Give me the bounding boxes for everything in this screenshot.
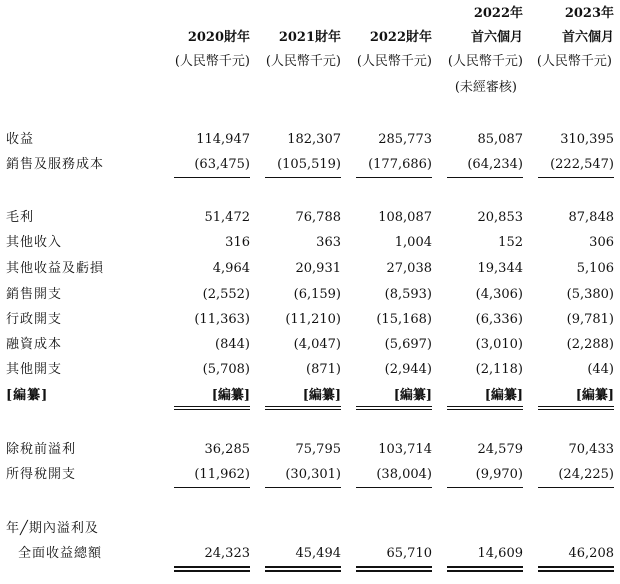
cell: [編纂] <box>484 388 523 403</box>
cell: [編纂] <box>211 388 250 403</box>
row-revenue <box>0 130 620 150</box>
cell: (844) <box>215 337 250 352</box>
cell: 65,710 <box>386 546 432 561</box>
cell: (5,708) <box>202 362 250 377</box>
subtotal-rule <box>447 487 523 488</box>
cell: (24,225) <box>558 467 614 482</box>
row-redacted <box>0 386 620 406</box>
row-label: 銷售開支 <box>6 287 63 302</box>
cell: (6,336) <box>475 312 523 327</box>
subtotal-rule <box>356 406 432 410</box>
cell: 45,494 <box>295 546 341 561</box>
row-label: 銷售及服務成本 <box>6 157 105 172</box>
cell: 5,106 <box>576 261 614 276</box>
header-period: 2021財年 <box>278 30 341 45</box>
cell: (2,118) <box>475 362 523 377</box>
cell: 182,307 <box>287 132 341 147</box>
cell: 20,931 <box>295 261 341 276</box>
cell: (15,168) <box>376 312 432 327</box>
row-income-tax <box>0 465 620 485</box>
cell: (64,234) <box>467 157 523 172</box>
cell: (63,475) <box>194 157 250 172</box>
cell: (44) <box>587 362 614 377</box>
header-period: 首六個月 <box>561 30 614 45</box>
cell: (105,519) <box>277 157 341 172</box>
row-other-expenses <box>0 360 620 380</box>
total-double-rule <box>265 566 341 572</box>
row-label: 其他收入 <box>6 235 63 250</box>
row-label: 年╱期內溢利及 <box>6 521 99 536</box>
cell: (5,380) <box>566 287 614 302</box>
row-label: 所得稅開支 <box>6 467 77 482</box>
subtotal-rule <box>174 177 250 178</box>
total-double-rule <box>174 566 250 572</box>
subtotal-rule <box>265 406 341 410</box>
subtotal-rule <box>265 177 341 178</box>
cell: (4,047) <box>293 337 341 352</box>
cell: (222,547) <box>550 157 614 172</box>
cell: 85,087 <box>477 132 523 147</box>
row-profit-before-tax <box>0 440 620 460</box>
cell: 24,323 <box>204 546 250 561</box>
row-label: 行政開支 <box>6 312 63 327</box>
cell: 316 <box>225 235 250 250</box>
cell: 20,853 <box>477 210 523 225</box>
cell: (9,970) <box>475 467 523 482</box>
row-label: 全面收益總額 <box>18 546 103 561</box>
cell: 14,609 <box>477 546 523 561</box>
subtotal-rule <box>447 406 523 410</box>
header-period: 2022財年 <box>369 30 432 45</box>
cell: 363 <box>316 235 341 250</box>
row-label: 融資成本 <box>6 337 63 352</box>
cell: 19,344 <box>477 261 523 276</box>
cell: (9,781) <box>566 312 614 327</box>
cell: 76,788 <box>295 210 341 225</box>
row-label: 除稅前溢利 <box>6 442 77 457</box>
row-gross-profit <box>0 208 620 228</box>
header-period: 2020財年 <box>187 30 250 45</box>
subtotal-rule <box>538 177 614 178</box>
row-other-income <box>0 233 620 253</box>
cell: 306 <box>589 235 614 250</box>
row-total-comprehensive-income <box>0 544 620 564</box>
cell: [編纂] <box>393 388 432 403</box>
cell: 27,038 <box>386 261 432 276</box>
cell: [編纂] <box>575 388 614 403</box>
row-cost-of-sales <box>0 155 620 175</box>
cell: 24,579 <box>477 442 523 457</box>
subtotal-rule <box>356 487 432 488</box>
header-year: 2023年 <box>564 6 614 21</box>
header-unit: (人民幣千元) <box>536 54 612 69</box>
cell: (30,301) <box>285 467 341 482</box>
subtotal-rule <box>174 406 250 410</box>
cell: (11,962) <box>194 467 250 482</box>
cell: (2,288) <box>566 337 614 352</box>
header-unaudited-note: (未經審核) <box>454 80 517 95</box>
cell: 310,395 <box>560 132 614 147</box>
cell: 108,087 <box>378 210 432 225</box>
total-double-rule <box>447 566 523 572</box>
row-label: 其他收益及虧損 <box>6 261 105 276</box>
cell: 70,433 <box>568 442 614 457</box>
cell: (38,004) <box>376 467 432 482</box>
subtotal-rule <box>356 177 432 178</box>
cell: 75,795 <box>295 442 341 457</box>
row-selling-expenses <box>0 285 620 305</box>
cell: (6,159) <box>293 287 341 302</box>
row-label: [編纂] <box>6 388 49 403</box>
subtotal-rule <box>538 487 614 488</box>
cell: 87,848 <box>568 210 614 225</box>
row-other-gains-losses <box>0 259 620 279</box>
header-unit: (人民幣千元) <box>265 54 341 69</box>
cell: 1,004 <box>394 235 432 250</box>
row-label: 毛利 <box>6 210 35 225</box>
cell: (4,306) <box>475 287 523 302</box>
cell: (11,363) <box>194 312 250 327</box>
cell: (177,686) <box>368 157 432 172</box>
row-finance-costs <box>0 335 620 355</box>
cell: 114,947 <box>196 132 250 147</box>
header-unit: (人民幣千元) <box>174 54 250 69</box>
total-double-rule <box>538 566 614 572</box>
subtotal-rule <box>538 406 614 410</box>
cell: (5,697) <box>384 337 432 352</box>
cell: [編纂] <box>302 388 341 403</box>
subtotal-rule <box>174 487 250 488</box>
cell: 103,714 <box>378 442 432 457</box>
cell: (8,593) <box>384 287 432 302</box>
cell: (871) <box>306 362 341 377</box>
cell: (11,210) <box>285 312 341 327</box>
row-label: 其他開支 <box>6 362 63 377</box>
cell: (2,552) <box>202 287 250 302</box>
cell: 46,208 <box>568 546 614 561</box>
cell: (2,944) <box>384 362 432 377</box>
cell: 285,773 <box>378 132 432 147</box>
total-double-rule <box>356 566 432 572</box>
header-year: 2022年 <box>473 6 523 21</box>
row-profit-label-line1 <box>0 519 620 539</box>
cell: 51,472 <box>204 210 250 225</box>
header-unit: (人民幣千元) <box>447 54 523 69</box>
header-unit: (人民幣千元) <box>356 54 432 69</box>
row-admin-expenses <box>0 310 620 330</box>
subtotal-rule <box>447 177 523 178</box>
header-period: 首六個月 <box>470 30 523 45</box>
cell: 152 <box>498 235 523 250</box>
subtotal-rule <box>265 487 341 488</box>
cell: 4,964 <box>212 261 250 276</box>
cell: 36,285 <box>204 442 250 457</box>
row-label: 收益 <box>6 132 35 147</box>
cell: (3,010) <box>475 337 523 352</box>
